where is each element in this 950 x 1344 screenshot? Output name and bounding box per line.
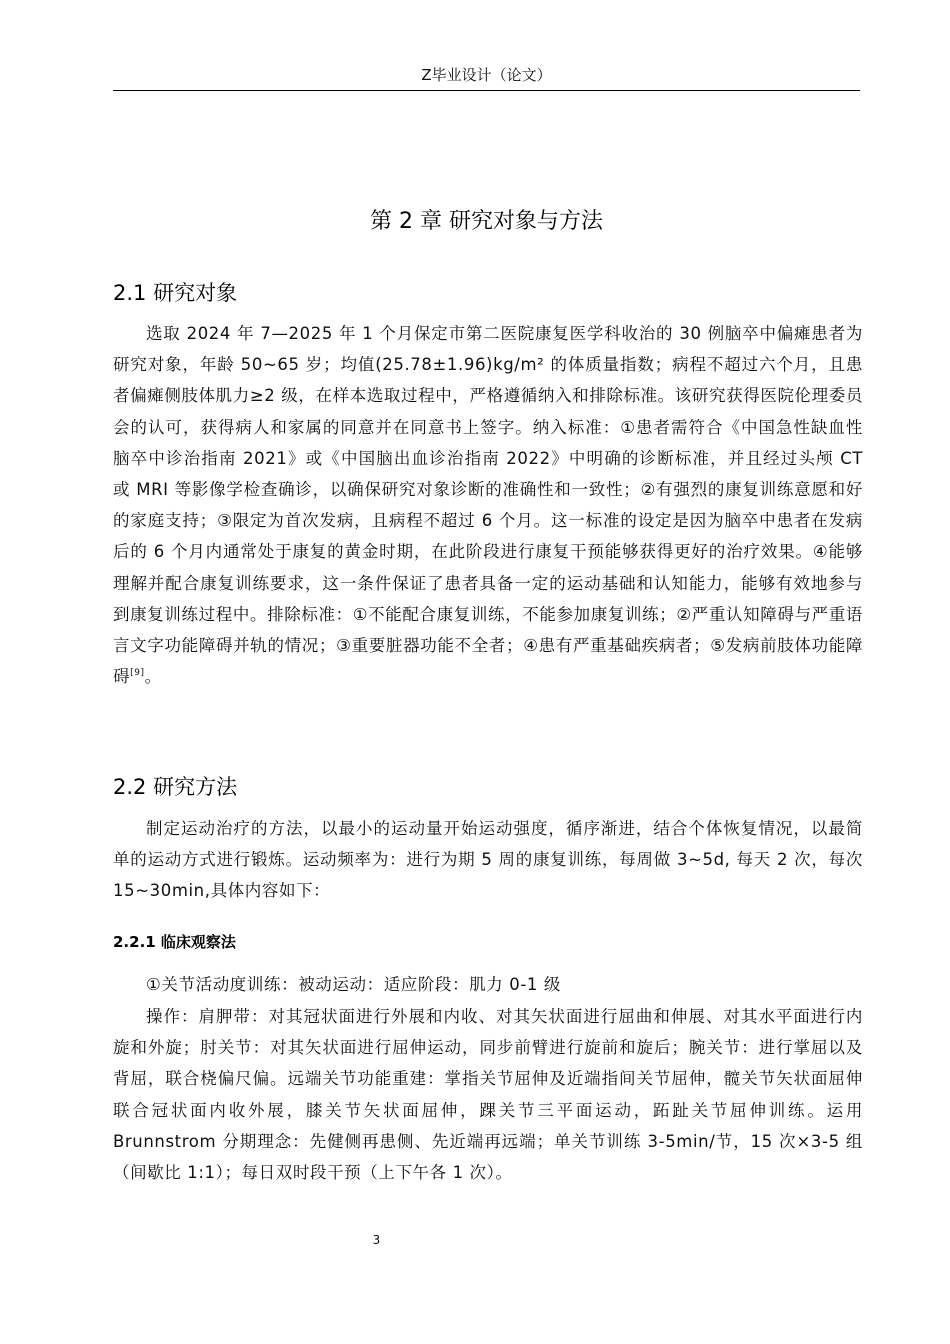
- page-number: 3: [372, 1233, 381, 1247]
- subsection-title-2-2-1: 2.2.1 临床观察法: [113, 933, 236, 951]
- section-title-2-1: 2.1 研究对象: [113, 281, 238, 305]
- research-subjects-paragraph: [113, 318, 863, 692]
- rom-training-paragraph: ①关节活动度训练：被动运动：适应阶段：肌力 0-1 级: [146, 975, 561, 994]
- citation-ref: [9]: [130, 668, 145, 679]
- operation-paragraph: 操作：肩胛带：对其冠状面进行外展和内收、对其矢状面进行屈曲和伸展、对其水平面进行内旋和外旋；肘关节：对其矢状面进行屈伸运动，同步前臂进行旋前和旋后；腕关节：进行掌屈以及背屈，联合桡偏尺偏。远端关节功能重建：掌指关节屈伸及近端指间关节屈伸，髋关节矢状面屈伸联合冠状面内收外展，膝关节矢状面屈伸，踝关节三平面运动，跖趾关节屈伸训练。运用 Brunnstrom 分期理念：先健侧再患侧、先近端再远端；单关节训练 3-5min/节，15 次×3-5 组（间歇比 1:1）；每日双时段干预（上下午各 1 次）。: [113, 1007, 863, 1183]
- research-methods-paragraph: 制定运动治疗的方法，以最小的运动量开始运动强度，循序渐进，结合个体恢复情况，以最简单的运动方式进行锻炼。运动频率为：进行为期 5 周的康复训练，每周做 3~5d, 每天 2 次，每次 15~30min,具体内容如下：: [113, 819, 863, 901]
- section-title-2-2: 2.2 研究方法: [113, 775, 238, 799]
- header-divider: [113, 90, 860, 91]
- running-header: Z毕业设计（论文）: [421, 66, 552, 84]
- paragraph-text: 选取 2024 年 7—2025 年 1 个月保定市第二医院康复医学科收治的 30 例脑卒中偏瘫患者为研究对象，年龄 50~65 岁；均值(25.78±1.96)kg/m² 的体质量指数；病程不超过六个月，且患者偏瘫侧肢体肌力≥2 级，在样本选取过程中，严格遵循纳入和排除标准。该研究获得医院伦理委员会的认可，获得病人和家属的同意并在同意书上签字。纳入标准：①患者需符合《中国急性缺血性脑卒中诊治指南 2021》或《中国脑出血诊治指南 2022》中明确的诊断标准，并且经过头颅 CT 或 MRI 等影像学检查确诊，以确保研究对象诊断的准确性和一致性；②有强烈的康复训练意愿和好的家庭支持；③限定为首次发病，且病程不超过 6 个月。这一标准的设定是因为脑卒中患者在发病后的 6 个月内通常处于康复的黄金时期，在此阶段进行康复干预能够获得更好的治疗效果。④能够理解并配合康复训练要求，这一条件保证了患者具备一定的运动基础和认知能力，能够有效地参与到康复训练过程中。排除标准：①不能配合康复训练，不能参加康复训练；②严重认知障碍与严重语言文字功能障碍并轨的情况；③重要脏器功能不全者；④患有严重基础疾病者；⑤发病前肢体功能障碍: [113, 324, 863, 687]
- chapter-title: 第 2 章 研究对象与方法: [370, 209, 603, 234]
- paragraph-ending: 。: [144, 667, 162, 687]
